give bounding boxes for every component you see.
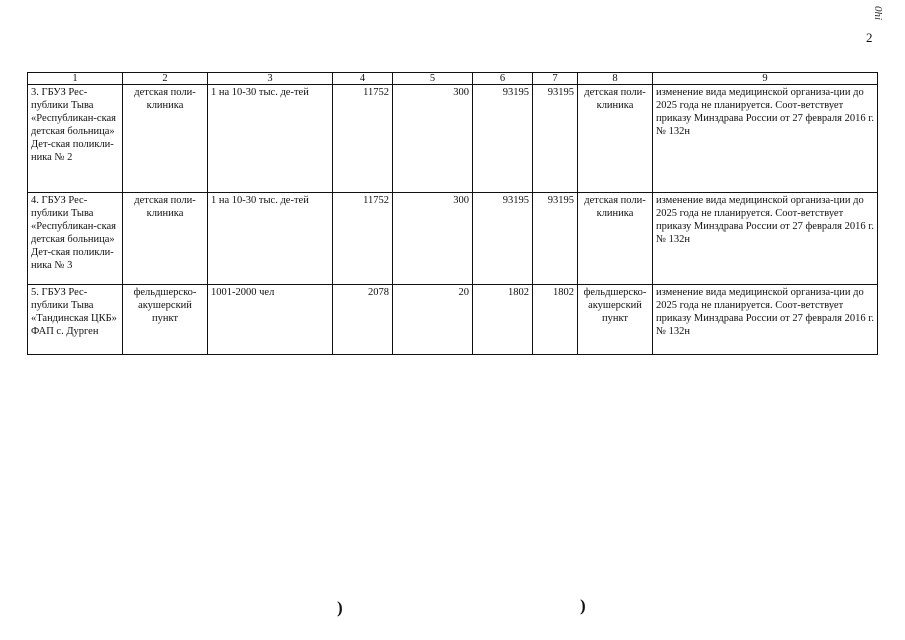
table-header-row bbox=[28, 73, 878, 85]
value-cell: 11752 bbox=[333, 193, 393, 285]
value-cell: 93195 bbox=[473, 85, 533, 193]
organization-cell: 5. ГБУЗ Рес-публики Тыва «Тандинская ЦКБ» ФАП с. Дурген bbox=[28, 285, 123, 355]
header-cell: 6 bbox=[473, 73, 533, 85]
organization-cell: 4. ГБУЗ Рес-публики Тыва «Республикан-ская детская больница» Дет-ская поликли-ника № 3 bbox=[28, 193, 123, 285]
table-row bbox=[28, 193, 878, 285]
norm-cell: 1 на 10-30 тыс. де-тей bbox=[208, 193, 333, 285]
value-cell: 93195 bbox=[533, 193, 578, 285]
type-cell: фельдшерско-акушерский пункт bbox=[578, 285, 653, 355]
scan-mark: ) bbox=[337, 598, 343, 617]
table-row bbox=[28, 285, 878, 355]
norm-cell: 1 на 10-30 тыс. де-тей bbox=[208, 85, 333, 193]
header-cell: 1 bbox=[28, 73, 123, 85]
header-cell: 7 bbox=[533, 73, 578, 85]
header-cell: 3 bbox=[208, 73, 333, 85]
value-cell: 93195 bbox=[533, 85, 578, 193]
scan-mark: ) bbox=[580, 596, 586, 615]
header-cell: 5 bbox=[393, 73, 473, 85]
value-cell: 2078 bbox=[333, 285, 393, 355]
norm-cell: 1001-2000 чел bbox=[208, 285, 333, 355]
type-cell: детская поли-клиника bbox=[123, 193, 208, 285]
note-cell: изменение вида медицинской организа-ции до 2025 года не планируется. Соот-ветствует приказу Минздрава России от 27 февраля 2016 г. № 132н bbox=[653, 85, 878, 193]
note-cell: изменение вида медицинской организа-ции до 2025 года не планируется. Соот-ветствует приказу Минздрава России от 27 февраля 2016 г. № 132н bbox=[653, 193, 878, 285]
header-cell: 8 bbox=[578, 73, 653, 85]
value-cell: 1802 bbox=[473, 285, 533, 355]
value-cell: 300 bbox=[393, 193, 473, 285]
note-cell: изменение вида медицинской организа-ции до 2025 года не планируется. Соот-ветствует приказу Минздрава России от 27 февраля 2016 г. № 132н bbox=[653, 285, 878, 355]
data-table bbox=[27, 72, 878, 355]
type-cell: детская поли-клиника bbox=[578, 193, 653, 285]
value-cell: 93195 bbox=[473, 193, 533, 285]
header-cell: 2 bbox=[123, 73, 208, 85]
value-cell: 11752 bbox=[333, 85, 393, 193]
type-cell: фельдшерско-акушерский пункт bbox=[123, 285, 208, 355]
header-cell: 9 bbox=[653, 73, 878, 85]
value-cell: 1802 bbox=[533, 285, 578, 355]
type-cell: детская поли-клиника bbox=[123, 85, 208, 193]
header-cell: 4 bbox=[333, 73, 393, 85]
table-row bbox=[28, 85, 878, 193]
handwritten-mark: 0hi bbox=[872, 6, 884, 21]
type-cell: детская поли-клиника bbox=[578, 85, 653, 193]
organization-cell: 3. ГБУЗ Рес-публики Тыва «Республикан-ская детская больница» Дет-ская поликли-ника № 2 bbox=[28, 85, 123, 193]
value-cell: 20 bbox=[393, 285, 473, 355]
page-number: 2 bbox=[866, 30, 873, 45]
value-cell: 300 bbox=[393, 85, 473, 193]
